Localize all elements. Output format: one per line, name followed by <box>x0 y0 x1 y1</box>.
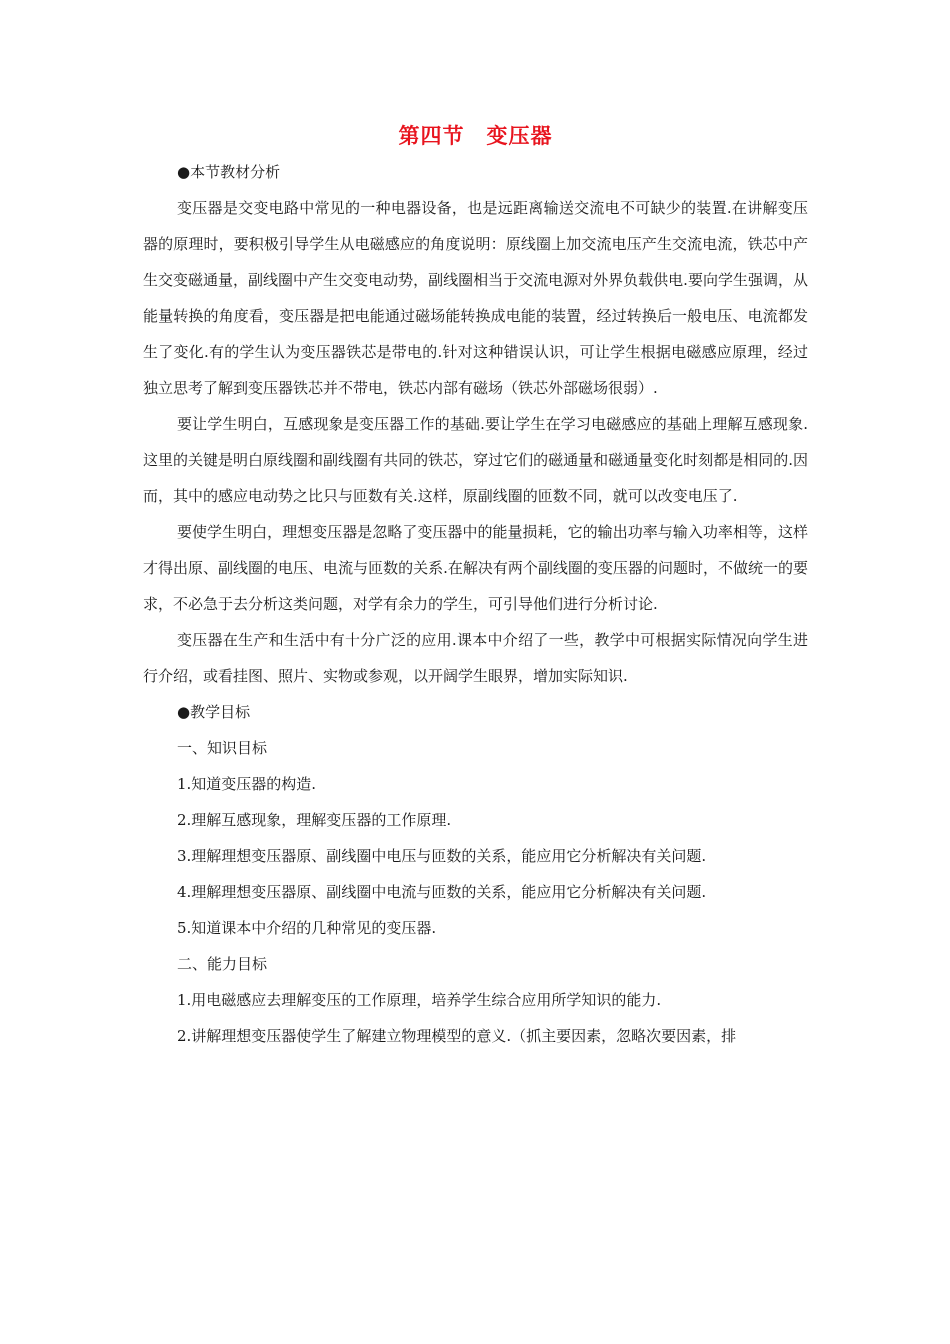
analysis-paragraph-4: 变压器在生产和生活中有十分广泛的应用.课本中介绍了一些，教学中可根据实际情况向学生进行介绍，或看挂图、照片、实物或参观，以开阔学生眼界，增加实际知识. <box>143 631 808 685</box>
ability-goal-item: 2.讲解理想变压器使学生了解建立物理模型的意义.（抓主要因素，忽略次要因素，排 <box>177 1027 737 1045</box>
knowledge-goal-item: 1.知道变压器的构造. <box>177 775 317 793</box>
knowledge-goal-item: 4.理解理想变压器原、副线圈中电流与匝数的关系，能应用它分析解决有关问题. <box>177 883 707 901</box>
knowledge-goal-item: 5.知道课本中介绍的几种常见的变压器. <box>177 919 437 937</box>
ability-goals-heading: 二、能力目标 <box>177 955 268 973</box>
analysis-paragraph-1: 变压器是交变电路中常见的一种电器设备，也是远距离输送交流电不可缺少的装置.在讲解变压器的原理时，要积极引导学生从电磁感应的角度说明：原线圈上加交流电压产生交流电流，铁芯中产生交变磁通量，副线圈中产生交变电动势，副线圈相当于交流电源对外界负载供电.要向学生强调，从能量转换的角度看，变压器是把电能通过磁场能转换成电能的装置，经过转换后一般电压、电流都发生了变化.有的学生认为变压器铁芯是带电的.针对这种错误认识，可让学生根据电磁感应原理，经过独立思考了解到变压器铁芯并不带电，铁芯内部有磁场（铁芯外部磁场很弱）. <box>143 199 808 397</box>
analysis-paragraph-3: 要使学生明白，理想变压器是忽略了变压器中的能量损耗，它的输出功率与输入功率相等，这样才得出原、副线圈的电压、电流与匝数的关系.在解决有两个副线圈的变压器的问题时，不做统一的要求，不必急于去分析这类问题，对学有余力的学生，可引导他们进行分析讨论. <box>143 523 808 613</box>
section-heading-analysis: ●本节教材分析 <box>177 163 281 181</box>
document-page <box>143 118 808 1054</box>
knowledge-goals-heading: 一、知识目标 <box>177 739 268 757</box>
knowledge-goal-item: 2.理解互感现象，理解变压器的工作原理. <box>177 811 452 829</box>
analysis-paragraph-2: 要让学生明白，互感现象是变压器工作的基础.要让学生在学习电磁感应的基础上理解互感现象.这里的关键是明白原线圈和副线圈有共同的铁芯，穿过它们的磁通量和磁通量变化时刻都是相同的.因而，其中的感应电动势之比只与匝数有关.这样，原副线圈的匝数不同，就可以改变电压了. <box>143 415 808 505</box>
page-title: 第四节 变压器 <box>398 123 553 148</box>
section-heading-goals: ●教学目标 <box>177 703 251 721</box>
knowledge-goal-item: 3.理解理想变压器原、副线圈中电压与匝数的关系，能应用它分析解决有关问题. <box>177 847 707 865</box>
ability-goal-item: 1.用电磁感应去理解变压的工作原理，培养学生综合应用所学知识的能力. <box>177 991 662 1009</box>
